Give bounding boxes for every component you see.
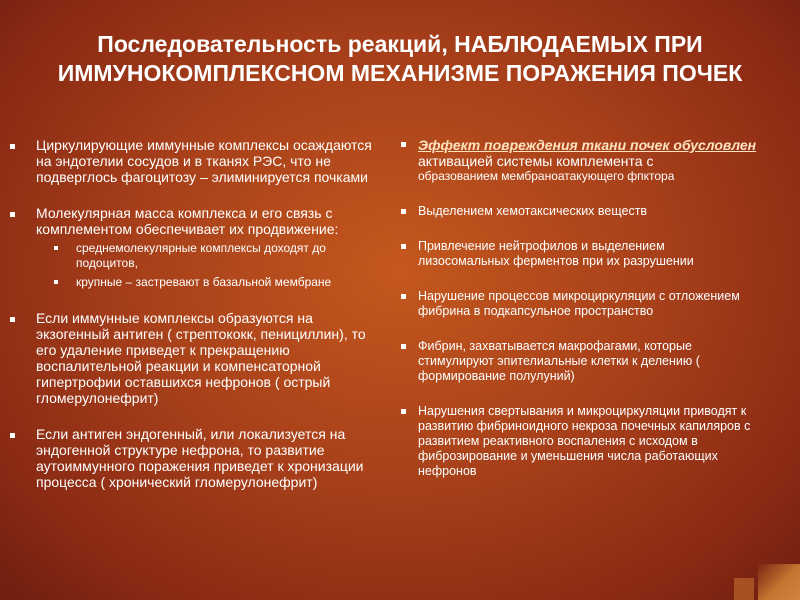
right-item-text: Нарушение процессов микроциркуляции с отложением фибрина в подкапсульное пространство: [418, 289, 740, 318]
bullet-icon: [10, 317, 15, 322]
left-item-text: Молекулярная масса комплекса и его связь с комплементом обеспечивает их продвижение:: [36, 205, 339, 237]
right-item-2: [398, 204, 758, 219]
left-column: [4, 137, 384, 510]
right-item-1: [398, 137, 758, 184]
bullet-icon: [401, 344, 406, 349]
sub-bullet-icon: [54, 246, 58, 250]
bullet-icon: [10, 144, 15, 149]
right-item-5: [398, 339, 758, 384]
right-item-text: Выделением хемотаксических веществ: [418, 204, 648, 218]
bullet-icon: [401, 209, 406, 214]
bullet-icon: [401, 294, 406, 299]
bullet-icon: [401, 142, 406, 147]
right-item-4: [398, 289, 758, 319]
bullet-icon: [10, 433, 15, 438]
bullet-icon: [401, 409, 406, 414]
left-item-text: Если антиген эндогенный, или локализуется на эндогенной структуре нефрона, то развитие аутоиммунного поражения приведет к хронизации процесса ( хронический гломерулонефрит): [36, 426, 364, 490]
left-item-4: [4, 426, 384, 490]
sub-bullet-icon: [54, 280, 58, 284]
right-item-3: [398, 239, 758, 269]
left-item-text: Циркулирующие иммунные комплексы осаждаются на эндотелии сосудов и в тканях РЭС, что не подверглось фагоцитозу – элиминируется почками: [36, 137, 372, 185]
left-subitem-text: среднемолекулярные комплексы доходят до подоцитов,: [76, 241, 326, 270]
right-heading: Эффект повреждения ткани почек обусловлен: [418, 137, 757, 153]
right-item-text: Нарушения свертывания и микроциркуляции приводят к развитию фибриноидного некроза почечных капиляров с развитием реактивного воспаления с исходом в фиброзирование и уменьшения числа работающих нефронов: [418, 404, 751, 478]
left-subitem-text: крупные – застревают в базальной мембране: [76, 275, 332, 289]
left-subitem-2: [4, 275, 384, 290]
right-column: [398, 137, 758, 499]
slide-title: Последовательность реакций, НАБЛЮДАЕМЫХ ПРИ ИММУНОКОМПЛЕКСНОМ МЕХАНИЗМЕ ПОРАЖЕНИЯ ПОЧЕК: [57, 31, 743, 86]
left-subitem-1: [4, 241, 384, 271]
left-item-1: [4, 137, 384, 185]
right-tail-text: образованием мембраноатакующего фпктора: [418, 169, 675, 183]
corner-decoration: [734, 578, 754, 600]
left-item-2: [4, 205, 384, 290]
left-item-3: [4, 310, 384, 406]
bullet-icon: [10, 212, 15, 217]
right-lead-text: активацией системы комплемента с: [418, 153, 654, 169]
right-item-text: Привлечение нейтрофилов и выделением лизосомальных ферментов при их разрушении: [418, 239, 694, 268]
right-item-text: Фибрин, захватывается макрофагами, которые стимулируют эпителиальные клетки к делению ( формирование полулуний): [418, 339, 700, 383]
corner-decoration: [758, 564, 800, 600]
bullet-icon: [401, 244, 406, 249]
right-item-6: [398, 404, 758, 479]
left-item-text: Если иммунные комплексы образуются на экзогенный антиген ( стрептококк, пенициллин), то его удаление приведет к прекращению воспалительной реакции и компенсаторной гипертрофии оставшихся нефронов ( острый гломерулонефрит): [36, 310, 366, 406]
